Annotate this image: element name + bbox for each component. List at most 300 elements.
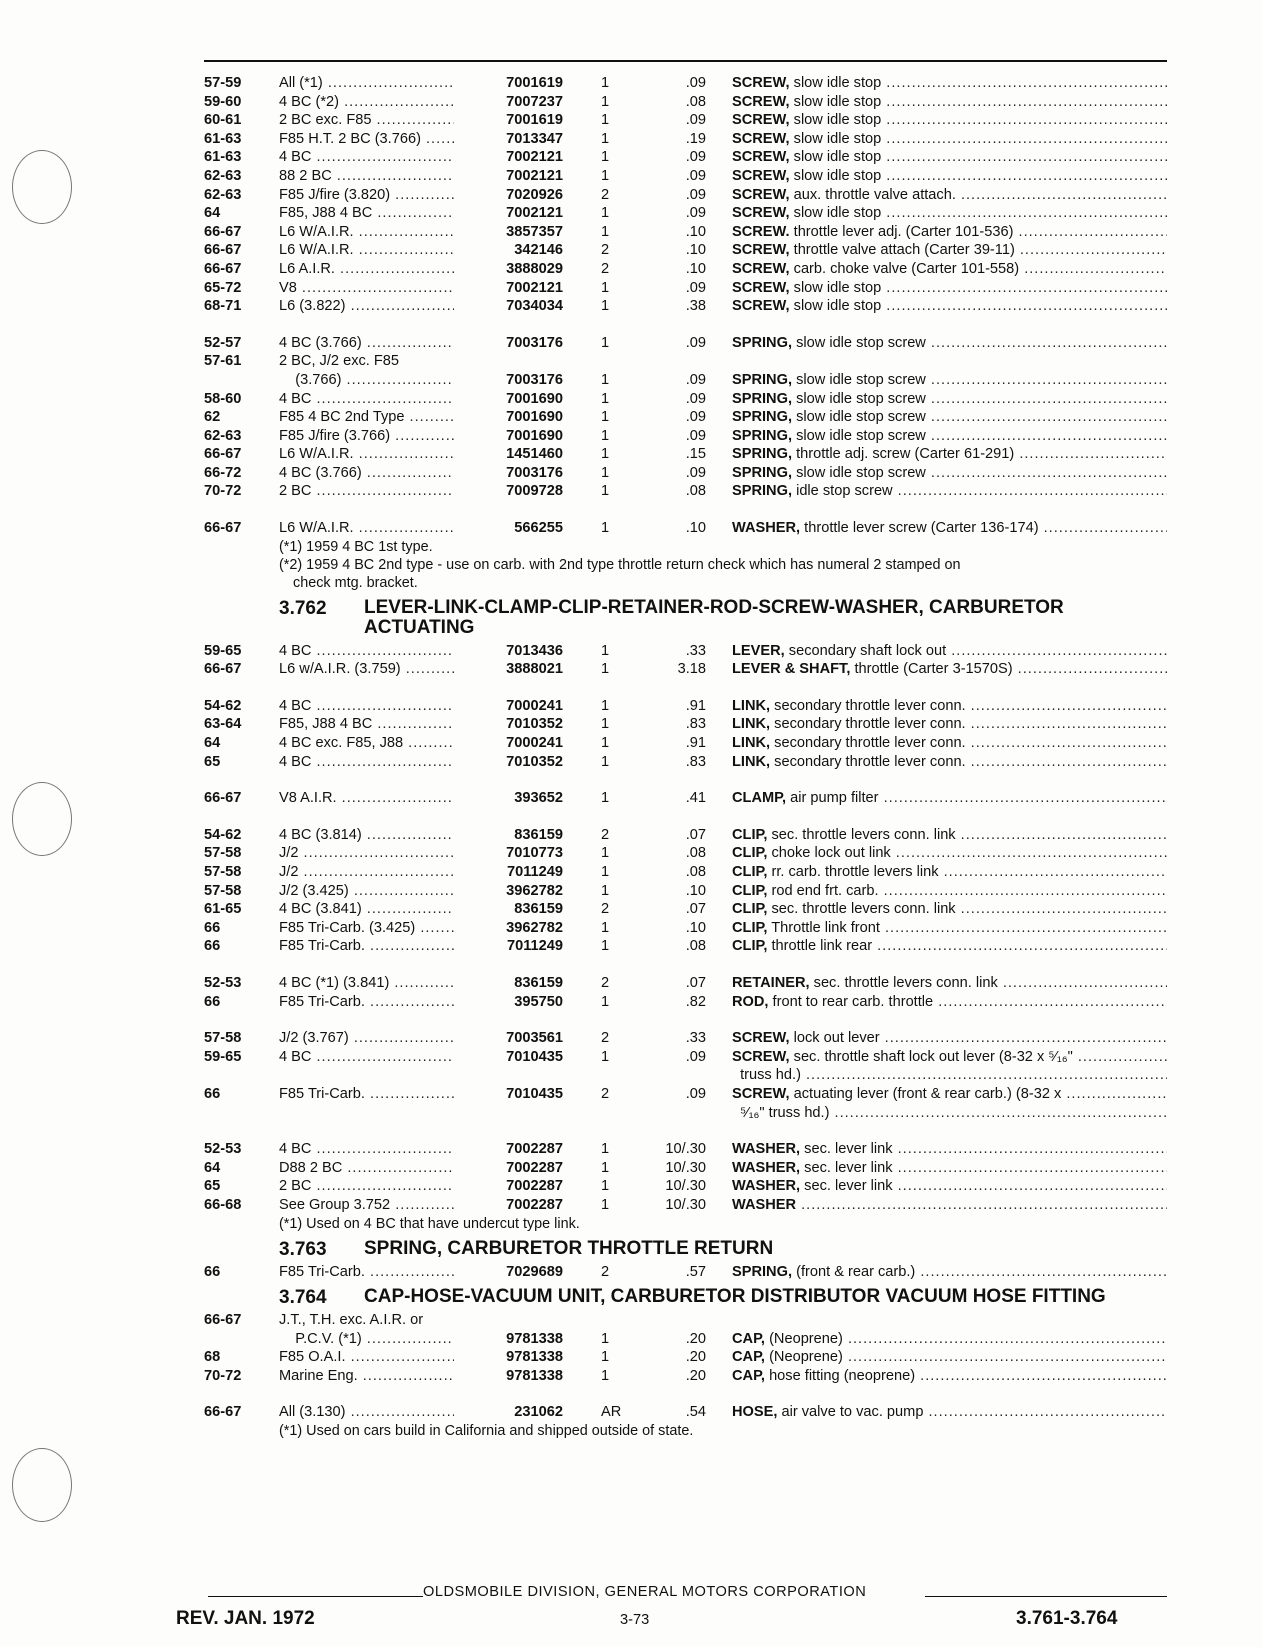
model-years: 57-58 bbox=[204, 864, 242, 880]
quantity: 2 bbox=[601, 1085, 610, 1102]
part-row bbox=[204, 74, 1167, 93]
price: .83 bbox=[685, 753, 706, 770]
part-detail: sec. throttle levers conn. link bbox=[813, 974, 998, 991]
section-number: 3.762 bbox=[279, 597, 327, 619]
description bbox=[732, 260, 1167, 279]
price: .10 bbox=[685, 520, 706, 537]
group-washers-3761 bbox=[204, 519, 1167, 538]
part-detail: slow idle stop screw bbox=[796, 371, 926, 388]
part-detail: hose fitting (neoprene) bbox=[769, 1367, 916, 1384]
part-number: 9781338 bbox=[454, 1367, 563, 1386]
price: .09 bbox=[685, 464, 706, 481]
application: 4 BC ..... bbox=[279, 642, 489, 661]
part-number: 9781338 bbox=[454, 1348, 563, 1367]
quantity: 1 bbox=[601, 279, 610, 296]
footer-page-number: 3-73 bbox=[620, 1612, 650, 1628]
part-row bbox=[204, 130, 1167, 149]
description bbox=[732, 223, 1167, 242]
model-years: 62-63 bbox=[204, 167, 242, 184]
description bbox=[732, 1085, 1167, 1104]
group-hoses bbox=[204, 1403, 1167, 1422]
part-number: 7001690 bbox=[454, 427, 563, 446]
part-row bbox=[204, 408, 1167, 427]
application: All (*1) ..... bbox=[279, 74, 489, 93]
part-detail: choke lock out link bbox=[771, 845, 891, 862]
description bbox=[732, 882, 1167, 901]
group-levers bbox=[204, 642, 1167, 679]
model-years: 52-57 bbox=[204, 334, 242, 351]
part-name: HOSE, bbox=[732, 1404, 778, 1421]
part-detail: sec. throttle levers conn. link bbox=[771, 901, 956, 918]
part-name: SCREW, bbox=[732, 260, 790, 277]
part-detail: throttle (Carter 3-1570S) bbox=[854, 661, 1013, 678]
part-name: SCREW, bbox=[732, 186, 790, 203]
part-row bbox=[204, 974, 1167, 993]
price: .09 bbox=[685, 371, 706, 388]
price: .07 bbox=[685, 826, 706, 843]
model-years: 57-58 bbox=[204, 882, 242, 899]
part-number: 7002287 bbox=[454, 1159, 563, 1178]
quantity: 2 bbox=[601, 1263, 610, 1280]
price: .10 bbox=[685, 223, 706, 240]
part-row bbox=[204, 1330, 1167, 1349]
price: .09 bbox=[685, 409, 706, 426]
part-detail: slow idle stop bbox=[793, 205, 882, 222]
quantity: 1 bbox=[601, 919, 610, 936]
application: P.C.V. (*1) ..... bbox=[279, 1330, 489, 1349]
section-title: SPRING, CARBURETOR THROTTLE RETURN bbox=[364, 1237, 774, 1259]
top-rule bbox=[204, 60, 1167, 62]
description bbox=[732, 186, 1167, 205]
quantity: 1 bbox=[601, 75, 610, 91]
price: .07 bbox=[685, 974, 706, 991]
description bbox=[732, 445, 1167, 464]
part-row bbox=[204, 186, 1167, 205]
part-detail: slow idle stop bbox=[793, 149, 882, 166]
part-name: SCREW. bbox=[732, 223, 790, 240]
part-detail: slow idle stop bbox=[793, 298, 882, 315]
price: .09 bbox=[685, 390, 706, 407]
price: 3.18 bbox=[677, 661, 706, 678]
part-number: 7001690 bbox=[454, 408, 563, 427]
part-name: LINK, bbox=[732, 716, 771, 733]
description bbox=[732, 371, 1167, 390]
part-row bbox=[204, 371, 1167, 390]
part-name: SCREW, bbox=[732, 1085, 790, 1102]
quantity: 1 bbox=[601, 790, 610, 807]
part-row bbox=[204, 1029, 1167, 1048]
application: 88 2 BC ..... bbox=[279, 167, 489, 186]
application: F85 O.A.I. ..... bbox=[279, 1348, 489, 1367]
part-row bbox=[204, 464, 1167, 483]
price: .19 bbox=[685, 130, 706, 147]
footer-rule-left bbox=[208, 1596, 423, 1597]
part-number: 7011249 bbox=[454, 937, 563, 956]
application: F85 J/fire (3.766) ..... bbox=[279, 427, 489, 446]
model-years: 66-67 bbox=[204, 1404, 242, 1421]
model-years: 66-68 bbox=[204, 1196, 242, 1213]
quantity: 1 bbox=[601, 1159, 610, 1176]
section-title: CAP-HOSE-VACUUM UNIT, CARBURETOR DISTRIBUTOR VACUUM HOSE FITTING bbox=[364, 1286, 1106, 1308]
part-name: LEVER, bbox=[732, 642, 785, 659]
part-detail: rr. carb. throttle levers link bbox=[771, 864, 939, 880]
part-name: SCREW, bbox=[732, 205, 790, 222]
price: .08 bbox=[685, 845, 706, 862]
part-detail: sec. throttle shaft lock out lever (8-32 x ⁵⁄₁₆" bbox=[793, 1048, 1073, 1065]
description bbox=[732, 734, 1167, 753]
description bbox=[732, 1140, 1167, 1159]
part-name: SPRING, bbox=[732, 446, 793, 463]
application: 4 BC (3.766) ..... bbox=[279, 464, 489, 483]
quantity: 1 bbox=[601, 427, 610, 444]
model-years: 59-65 bbox=[204, 1048, 242, 1065]
application: L6 w/A.I.R. (3.759) ..... bbox=[279, 660, 489, 679]
quantity: 1 bbox=[601, 1349, 610, 1366]
model-years: 60-61 bbox=[204, 112, 242, 129]
part-detail: slow idle stop bbox=[793, 75, 882, 91]
part-detail: slow idle stop screw bbox=[796, 409, 926, 426]
part-number: 9781338 bbox=[454, 1330, 563, 1349]
model-years: 66 bbox=[204, 938, 221, 955]
section-title: LEVER-LINK-CLAMP-CLIP-RETAINER-ROD-SCREW-WASHER, CARBURETOR ACTUATING bbox=[364, 596, 1064, 638]
application: 2 BC exc. F85 ..... bbox=[279, 111, 489, 130]
application: F85, J88 4 BC ..... bbox=[279, 204, 489, 223]
description bbox=[732, 408, 1167, 427]
part-row bbox=[204, 1140, 1167, 1159]
model-years: 57-58 bbox=[204, 845, 242, 862]
part-detail: front to rear carb. throttle bbox=[772, 993, 934, 1010]
part-number: 1451460 bbox=[454, 445, 563, 464]
application: 4 BC ..... bbox=[279, 753, 489, 772]
application: F85 Tri-Carb. ..... bbox=[279, 937, 489, 956]
price: .41 bbox=[685, 790, 706, 807]
quantity: 1 bbox=[601, 1048, 610, 1065]
section-header-3762 bbox=[204, 598, 1167, 638]
description bbox=[732, 993, 1167, 1012]
part-row bbox=[204, 919, 1167, 938]
quantity: 2 bbox=[601, 260, 610, 277]
price: .10 bbox=[685, 882, 706, 899]
part-name: SCREW, bbox=[732, 1030, 790, 1047]
quantity: 1 bbox=[601, 112, 610, 129]
part-number: 7001619 bbox=[454, 74, 563, 93]
part-row bbox=[204, 1263, 1167, 1282]
price: .09 bbox=[685, 1085, 706, 1102]
part-detail: secondary throttle lever conn. bbox=[774, 735, 966, 752]
part-row bbox=[204, 1066, 1167, 1085]
footnote-3764: (*1) Used on cars build in California and shipped outside of state. bbox=[279, 1423, 694, 1440]
part-row bbox=[204, 93, 1167, 112]
model-years: 54-62 bbox=[204, 697, 242, 714]
part-number: 836159 bbox=[454, 974, 563, 993]
part-detail: (Neoprene) bbox=[769, 1349, 843, 1366]
part-row bbox=[204, 660, 1167, 679]
part-detail: Throttle link front bbox=[771, 919, 880, 936]
price: .38 bbox=[685, 298, 706, 315]
price: .09 bbox=[685, 186, 706, 203]
quantity: 2 bbox=[601, 1030, 610, 1047]
part-name: WASHER, bbox=[732, 520, 801, 537]
quantity: 2 bbox=[601, 901, 610, 918]
part-row bbox=[204, 1104, 1167, 1123]
description bbox=[732, 715, 1167, 734]
model-years: 57-59 bbox=[204, 75, 242, 91]
part-detail: idle stop screw bbox=[796, 483, 893, 500]
binder-hole-middle bbox=[12, 782, 72, 856]
description bbox=[732, 863, 1167, 882]
part-number: 7010773 bbox=[454, 844, 563, 863]
part-number: 7003176 bbox=[454, 464, 563, 483]
description bbox=[732, 1196, 1167, 1215]
part-number: 7010352 bbox=[454, 753, 563, 772]
group-washers-3762 bbox=[204, 1140, 1167, 1214]
model-years: 66-67 bbox=[204, 661, 242, 678]
quantity: 1 bbox=[601, 520, 610, 537]
application: V8 A.I.R. ..... bbox=[279, 789, 489, 808]
price: .09 bbox=[685, 205, 706, 222]
part-name: SPRING, bbox=[732, 427, 793, 444]
part-detail: air valve to vac. pump bbox=[781, 1404, 924, 1421]
part-number: 7034034 bbox=[454, 297, 563, 316]
part-row bbox=[204, 715, 1167, 734]
part-row bbox=[204, 111, 1167, 130]
quantity: 1 bbox=[601, 483, 610, 500]
part-number: 7002121 bbox=[454, 148, 563, 167]
part-number: 231062 bbox=[454, 1403, 563, 1422]
part-row bbox=[204, 697, 1167, 716]
description bbox=[732, 1263, 1167, 1282]
part-row bbox=[204, 1196, 1167, 1215]
part-detail: throttle link rear bbox=[771, 938, 873, 955]
description bbox=[732, 753, 1167, 772]
application: 4 BC ..... bbox=[279, 148, 489, 167]
part-name: CLIP, bbox=[732, 938, 768, 955]
part-number: 836159 bbox=[454, 900, 563, 919]
model-years: 66 bbox=[204, 1085, 221, 1102]
part-row bbox=[204, 204, 1167, 223]
application: See Group 3.752 ..... bbox=[279, 1196, 489, 1215]
binder-hole-bottom bbox=[12, 1448, 72, 1522]
footer-section-range: 3.761-3.764 bbox=[1016, 1608, 1118, 1629]
part-detail: (front & rear carb.) bbox=[796, 1263, 916, 1280]
part-detail: sec. lever link bbox=[804, 1159, 893, 1176]
part-row bbox=[204, 427, 1167, 446]
group-return-springs bbox=[204, 1263, 1167, 1282]
price: .08 bbox=[685, 483, 706, 500]
part-number: 7003561 bbox=[454, 1029, 563, 1048]
description bbox=[732, 1048, 1167, 1067]
model-years: 66-67 bbox=[204, 260, 242, 277]
application: V8 ..... bbox=[279, 279, 489, 298]
part-name: SCREW, bbox=[732, 149, 790, 166]
price: .83 bbox=[685, 716, 706, 733]
application: D88 2 BC ..... bbox=[279, 1159, 489, 1178]
quantity: 1 bbox=[601, 464, 610, 481]
price: .10 bbox=[685, 260, 706, 277]
description bbox=[732, 204, 1167, 223]
quantity: 1 bbox=[601, 993, 610, 1010]
price: .33 bbox=[685, 1030, 706, 1047]
part-detail: slow idle stop bbox=[793, 130, 882, 147]
description bbox=[732, 919, 1167, 938]
quantity: 1 bbox=[601, 1367, 610, 1384]
part-name: SPRING, bbox=[732, 409, 793, 426]
part-number: 395750 bbox=[454, 993, 563, 1012]
application: 4 BC ..... bbox=[279, 1140, 489, 1159]
price: .10 bbox=[685, 919, 706, 936]
footnote-3762: (*1) Used on 4 BC that have undercut type link. bbox=[279, 1215, 580, 1232]
part-number: 7002121 bbox=[454, 204, 563, 223]
section-number: 3.763 bbox=[279, 1238, 327, 1260]
application: J.T., T.H. exc. A.I.R. or bbox=[279, 1312, 424, 1329]
quantity: 1 bbox=[601, 735, 610, 752]
footer-rule-right bbox=[925, 1596, 1167, 1597]
part-detail: secondary shaft lock out bbox=[788, 642, 947, 659]
description bbox=[732, 334, 1167, 353]
description bbox=[732, 93, 1167, 112]
model-years: 66-72 bbox=[204, 464, 242, 481]
part-row bbox=[204, 1367, 1167, 1386]
quantity: 1 bbox=[601, 409, 610, 426]
part-name: SCREW, bbox=[732, 112, 790, 129]
part-row bbox=[204, 334, 1167, 353]
part-number: 7013436 bbox=[454, 642, 563, 661]
model-years: 65 bbox=[204, 1178, 221, 1195]
part-number: 7009728 bbox=[454, 482, 563, 501]
application: F85 4 BC 2nd Type ..... bbox=[279, 408, 489, 427]
application: L6 W/A.I.R. ..... bbox=[279, 445, 489, 464]
model-years: 64 bbox=[204, 1159, 221, 1176]
part-name: SPRING, bbox=[732, 371, 793, 388]
part-row bbox=[204, 390, 1167, 409]
description bbox=[732, 1104, 1167, 1123]
description bbox=[732, 111, 1167, 130]
part-name: SCREW, bbox=[732, 242, 790, 259]
part-detail: lock out lever bbox=[793, 1030, 880, 1047]
model-years: 64 bbox=[204, 205, 221, 222]
application: (3.766) ..... bbox=[279, 371, 489, 390]
part-number: 7001619 bbox=[454, 111, 563, 130]
part-detail: throttle lever adj. (Carter 101-536) bbox=[793, 223, 1014, 240]
description bbox=[732, 390, 1167, 409]
description bbox=[732, 482, 1167, 501]
part-name: LEVER & SHAFT, bbox=[732, 661, 851, 678]
part-detail: truss hd.) bbox=[732, 1067, 801, 1084]
price: 10/.30 bbox=[665, 1178, 706, 1195]
model-years: 59-60 bbox=[204, 93, 242, 110]
part-row bbox=[204, 734, 1167, 753]
description bbox=[732, 937, 1167, 956]
model-years: 66 bbox=[204, 919, 221, 936]
group-retainers-rods bbox=[204, 974, 1167, 1011]
application: J/2 (3.425) ..... bbox=[279, 882, 489, 901]
application: 4 BC (3.766) ..... bbox=[279, 334, 489, 353]
part-number: 566255 bbox=[454, 519, 563, 538]
quantity: 1 bbox=[601, 697, 610, 714]
part-row bbox=[204, 167, 1167, 186]
quantity: 1 bbox=[601, 1330, 610, 1347]
application: 4 BC ..... bbox=[279, 1048, 489, 1067]
part-number: 7003176 bbox=[454, 371, 563, 390]
part-name: WASHER, bbox=[732, 1178, 801, 1195]
footer-corporation: OLDSMOBILE DIVISION, GENERAL MOTORS CORPORATION bbox=[423, 1584, 867, 1600]
model-years: 66 bbox=[204, 1263, 221, 1280]
quantity: 2 bbox=[601, 186, 610, 203]
description bbox=[732, 1177, 1167, 1196]
group-clamps bbox=[204, 789, 1167, 808]
part-name: CLIP, bbox=[732, 919, 768, 936]
model-years: 65-72 bbox=[204, 279, 242, 296]
price: .15 bbox=[685, 446, 706, 463]
price: .08 bbox=[685, 938, 706, 955]
application: L6 W/A.I.R. ..... bbox=[279, 519, 489, 538]
price: .20 bbox=[685, 1349, 706, 1366]
part-detail: throttle lever screw (Carter 136-174) bbox=[804, 520, 1039, 537]
part-detail: slow idle stop screw bbox=[796, 427, 926, 444]
description bbox=[732, 1348, 1167, 1367]
part-name: CLIP, bbox=[732, 845, 768, 862]
application: 4 BC ..... bbox=[279, 697, 489, 716]
part-detail: throttle valve attach (Carter 39-11) bbox=[793, 242, 1015, 259]
part-row bbox=[204, 260, 1167, 279]
application: F85 J/fire (3.820) ..... bbox=[279, 186, 489, 205]
description bbox=[732, 660, 1167, 679]
part-name: SPRING, bbox=[732, 334, 793, 351]
part-name: SCREW, bbox=[732, 167, 790, 184]
part-detail: slow idle stop screw bbox=[796, 390, 926, 407]
quantity: 1 bbox=[601, 1196, 610, 1213]
part-number: 836159 bbox=[454, 826, 563, 845]
model-years: 59-65 bbox=[204, 642, 242, 659]
model-years: 66 bbox=[204, 993, 221, 1010]
price: .09 bbox=[685, 75, 706, 91]
price: .20 bbox=[685, 1330, 706, 1347]
part-detail: slow idle stop bbox=[793, 93, 882, 110]
part-name: SCREW, bbox=[732, 93, 790, 110]
part-detail: aux. throttle valve attach. bbox=[793, 186, 956, 203]
description bbox=[732, 1066, 1167, 1085]
part-number: 7010352 bbox=[454, 715, 563, 734]
part-detail: rod end frt. carb. bbox=[771, 882, 879, 899]
model-years: 66-67 bbox=[204, 446, 242, 463]
description bbox=[732, 148, 1167, 167]
price: .20 bbox=[685, 1367, 706, 1384]
group-screws-3762 bbox=[204, 1029, 1167, 1122]
part-number: 7002121 bbox=[454, 167, 563, 186]
quantity: 1 bbox=[601, 845, 610, 862]
quantity: 1 bbox=[601, 1178, 610, 1195]
description bbox=[732, 974, 1167, 993]
part-name: WASHER bbox=[732, 1196, 797, 1213]
part-row bbox=[204, 445, 1167, 464]
price: .09 bbox=[685, 279, 706, 296]
description bbox=[732, 519, 1167, 538]
quantity: 1 bbox=[601, 334, 610, 351]
part-detail: sec. lever link bbox=[804, 1178, 893, 1195]
part-detail: actuating lever (front & rear carb.) (8-32 x bbox=[793, 1085, 1062, 1102]
application: 4 BC (3.841) ..... bbox=[279, 900, 489, 919]
model-years: 62-63 bbox=[204, 186, 242, 203]
model-years: 64 bbox=[204, 735, 221, 752]
section-header-3764 bbox=[204, 1287, 1167, 1307]
part-number: 3888021 bbox=[454, 660, 563, 679]
part-row bbox=[204, 1159, 1167, 1178]
part-name: WASHER, bbox=[732, 1141, 801, 1158]
quantity: 1 bbox=[601, 298, 610, 315]
quantity: 1 bbox=[601, 390, 610, 407]
part-row bbox=[204, 844, 1167, 863]
model-years: 65 bbox=[204, 753, 221, 770]
